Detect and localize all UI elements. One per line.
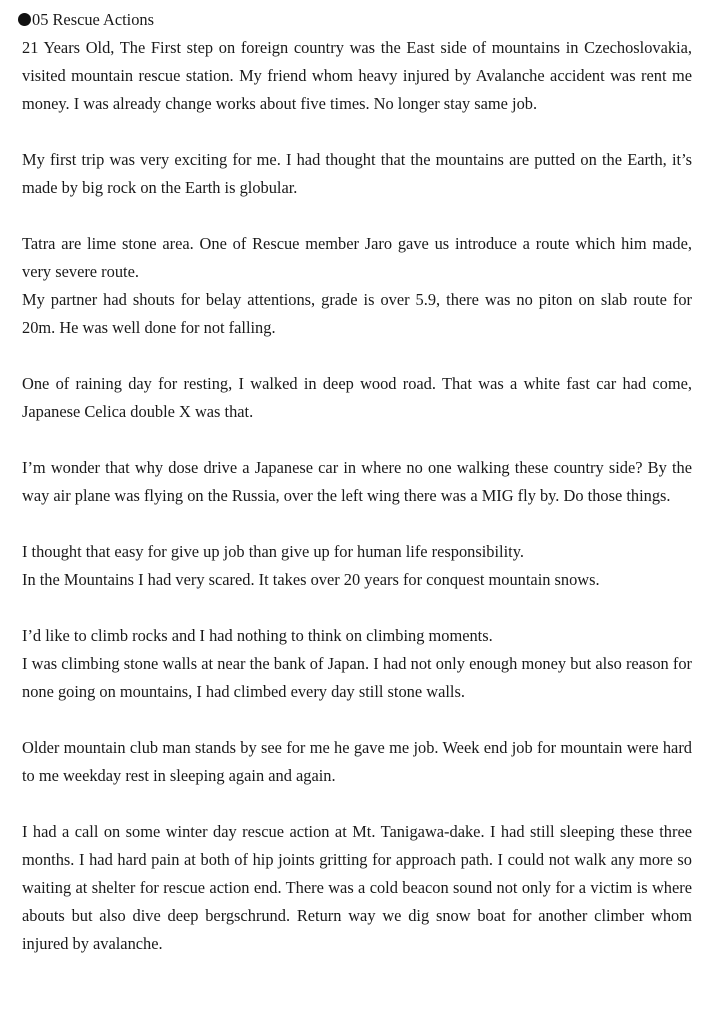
paragraph-line: In the Mountains I had very scared. It takes over 20 years for conquest mountain snows. xyxy=(22,570,600,589)
paragraph-line: I’d like to climb rocks and I had nothing to think on climbing moments. xyxy=(22,626,493,645)
section-heading xyxy=(18,6,692,34)
paragraph-line: I had a call on some winter day rescue action at Mt. Tanigawa-dake. I had still sleeping these three months. I had hard pain at both of hip joints gritting for approach path. I could not walk any more so waiting at shelter for rescue action end. There was a cold beacon sound not only for a victim is where abouts but also dive deep bergschrund. Return way we dig snow boat for another climber whom injured by avalanche. xyxy=(22,822,692,953)
paragraph-9 xyxy=(22,818,692,958)
paragraph-line: I thought that easy for give up job than give up for human life responsibility. xyxy=(22,542,524,561)
paragraph-line: Tatra are lime stone area. One of Rescue member Jaro gave us introduce a route which him made, very severe route. xyxy=(22,234,692,281)
bullet-icon xyxy=(18,13,31,26)
paragraph-4 xyxy=(22,370,692,426)
paragraph-7 xyxy=(22,622,692,706)
paragraph-3 xyxy=(22,230,692,342)
paragraph-line: Older mountain club man stands by see for me he gave me job. Week end job for mountain were hard to me weekday rest in sleeping again and again. xyxy=(22,738,692,785)
paragraph-1 xyxy=(22,34,692,118)
paragraph-8 xyxy=(22,734,692,790)
paragraph-line: 21 Years Old, The First step on foreign country was the East side of mountains in Czechoslovakia, visited mountain rescue station. My friend whom heavy injured by Avalanche accident was rent me money. I was already change works about five times. No longer stay same job. xyxy=(22,38,692,113)
paragraph-line: I was climbing stone walls at near the bank of Japan. I had not only enough money but also reason for none going on mountains, I had climbed every day still stone walls. xyxy=(22,654,692,701)
paragraph-line: I’m wonder that why dose drive a Japanese car in where no one walking these country side? By the way air plane was flying on the Russia, over the left wing there was a MIG fly by. Do those things. xyxy=(22,458,692,505)
document-body xyxy=(22,6,692,958)
paragraph-2 xyxy=(22,146,692,202)
paragraph-line: One of raining day for resting, I walked in deep wood road. That was a white fast car had come, Japanese Celica double X was that. xyxy=(22,374,692,421)
paragraph-line: My partner had shouts for belay attentions, grade is over 5.9, there was no piton on slab route for 20m. He was well done for not falling. xyxy=(22,290,692,337)
paragraph-5 xyxy=(22,454,692,510)
paragraph-6 xyxy=(22,538,692,594)
paragraph-line: My first trip was very exciting for me. I had thought that the mountains are putted on the Earth, it’s made by big rock on the Earth is globular. xyxy=(22,150,692,197)
section-title: 05 Rescue Actions xyxy=(32,10,155,29)
